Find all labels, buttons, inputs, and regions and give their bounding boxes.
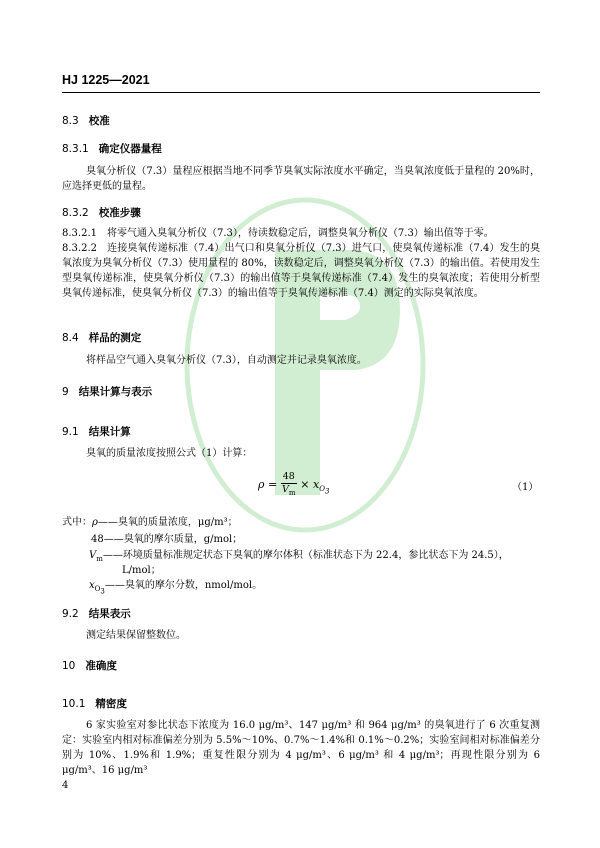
section-title: 精密度 — [95, 698, 127, 710]
section-title: 结果计算 — [88, 426, 131, 438]
where-lead: 式中： — [62, 517, 92, 528]
section-10-heading — [62, 658, 117, 673]
formula-x: $x_{O_3}$ — [313, 477, 330, 496]
definition-rho: 式中：ρ——臭氧的质量浓度，μg/m³； — [62, 517, 238, 528]
clause-text: 连接臭氧传递标准（7.4）出气口和臭氧分析仪（7.3）进气口，使臭氧传递标准（7.4）发生的臭氧浓度为臭氧分析仪（7.3）使用量程的 80%，读数稳定后，调整臭氧分析仪（7.3）的输出值。若使用发生型臭氧传递标准，使臭氧分析仪（7.3）的输出值等于臭氧传递标准（7.4）发生的臭氧浓度；若使用分析型臭氧传递标准，使臭氧分析仪（7.3）的输出值等于臭氧传递标准（7.4）测定的实际臭氧浓度。 — [62, 243, 540, 299]
section-title: 样品的测定 — [88, 332, 142, 344]
section-number: 9.2 — [62, 608, 79, 620]
section-number: 9.1 — [62, 426, 79, 438]
formula-rho: ρ — [258, 477, 265, 491]
section-title: 结果计算与表示 — [78, 386, 153, 398]
definition-48: 48——臭氧的摩尔质量，g/mol； — [91, 534, 243, 545]
section-10-1-text: 6 家实验室对参比状态下浓度为 16.0 μg/m³、147 μg/m³ 和 964 μg/m³ 的臭氧进行了 6 次重复测定：实验室内相对标准偏差分别为 5.5%～10%、0.7%～1.4%和 0.1%～0.2%；实验室间相对标准偏差分别为 10%、1.9%和 1.9%；重复性限分别为 4 μg/m³、6 μg/m³ 和 4 μg/m³；再现性限分别为 6 μg/m³、16 μg/m³ — [62, 720, 540, 776]
section-number: 8.3.1 — [62, 143, 89, 155]
section-number: 8.3 — [62, 115, 79, 127]
section-9-1-text: 臭氧的质量浓度按照公式（1）计算： — [86, 448, 253, 459]
section-10-1-heading — [62, 696, 127, 711]
definition-vm-unit: L/mol； — [122, 565, 161, 576]
section-number: 10.1 — [62, 698, 86, 710]
definition-xo3: $x_{O_3}——$臭氧的摩尔分数，nmol/mol。 — [89, 580, 263, 596]
section-title: 确定仪器量程 — [98, 143, 162, 155]
clause-number: 8.3.2.2 — [62, 243, 97, 254]
section-9-2-heading — [62, 606, 131, 621]
formula-denominator: $V_m$ — [281, 484, 296, 497]
section-number: 10 — [62, 660, 76, 672]
section-8-3-1-text: 臭氧分析仪（7.3）量程应根据当地不同季节臭氧实际浓度水平确定，当臭氧浓度低于量程的 20%时，应选择更低的量程。 — [62, 166, 540, 192]
clause-number: 8.3.2.1 — [62, 228, 97, 239]
definition-vm: $V_m——$环境质量标准规定状态下臭氧的摩尔体积（标准状态下为 22.4，参比状态下为 24.5）， — [89, 550, 509, 563]
formula-number: （1） — [512, 482, 539, 493]
section-9-heading — [62, 384, 152, 399]
section-8-3-2-2-text — [62, 241, 540, 301]
section-8-3-2-heading — [62, 205, 141, 220]
formula-fraction — [281, 471, 297, 499]
section-8-3-2-1-text — [62, 226, 540, 241]
section-number: 8.4 — [62, 332, 79, 344]
section-8-3-heading — [62, 113, 110, 128]
section-9-1-heading — [62, 424, 131, 439]
page-number: 4 — [62, 780, 69, 791]
header-rule — [62, 92, 540, 93]
section-title: 结果表示 — [88, 608, 131, 620]
section-8-4-heading — [62, 330, 141, 345]
section-title: 准确度 — [85, 660, 117, 672]
section-8-3-1-heading — [62, 141, 162, 156]
clause-text: 将零气通入臭氧分析仪（7.3），待读数稳定后，调整臭氧分析仪（7.3）输出值等于零。 — [107, 228, 494, 239]
section-number: 8.3.2 — [62, 207, 89, 219]
formula-times: × — [300, 477, 310, 491]
formula-equals: = — [267, 477, 278, 491]
standard-number: HJ 1225—2021 — [62, 73, 150, 87]
section-8-4-text: 将样品空气通入臭氧分析仪（7.3），自动测定并记录臭氧浓度。 — [86, 355, 367, 366]
section-title: 校准 — [88, 115, 110, 127]
section-number: 9 — [62, 386, 69, 398]
section-title: 校准步骤 — [98, 207, 141, 219]
formula-1 — [258, 471, 329, 499]
section-9-2-text: 测定结果保留整数位。 — [86, 630, 186, 641]
formula-numerator: 48 — [282, 471, 295, 482]
